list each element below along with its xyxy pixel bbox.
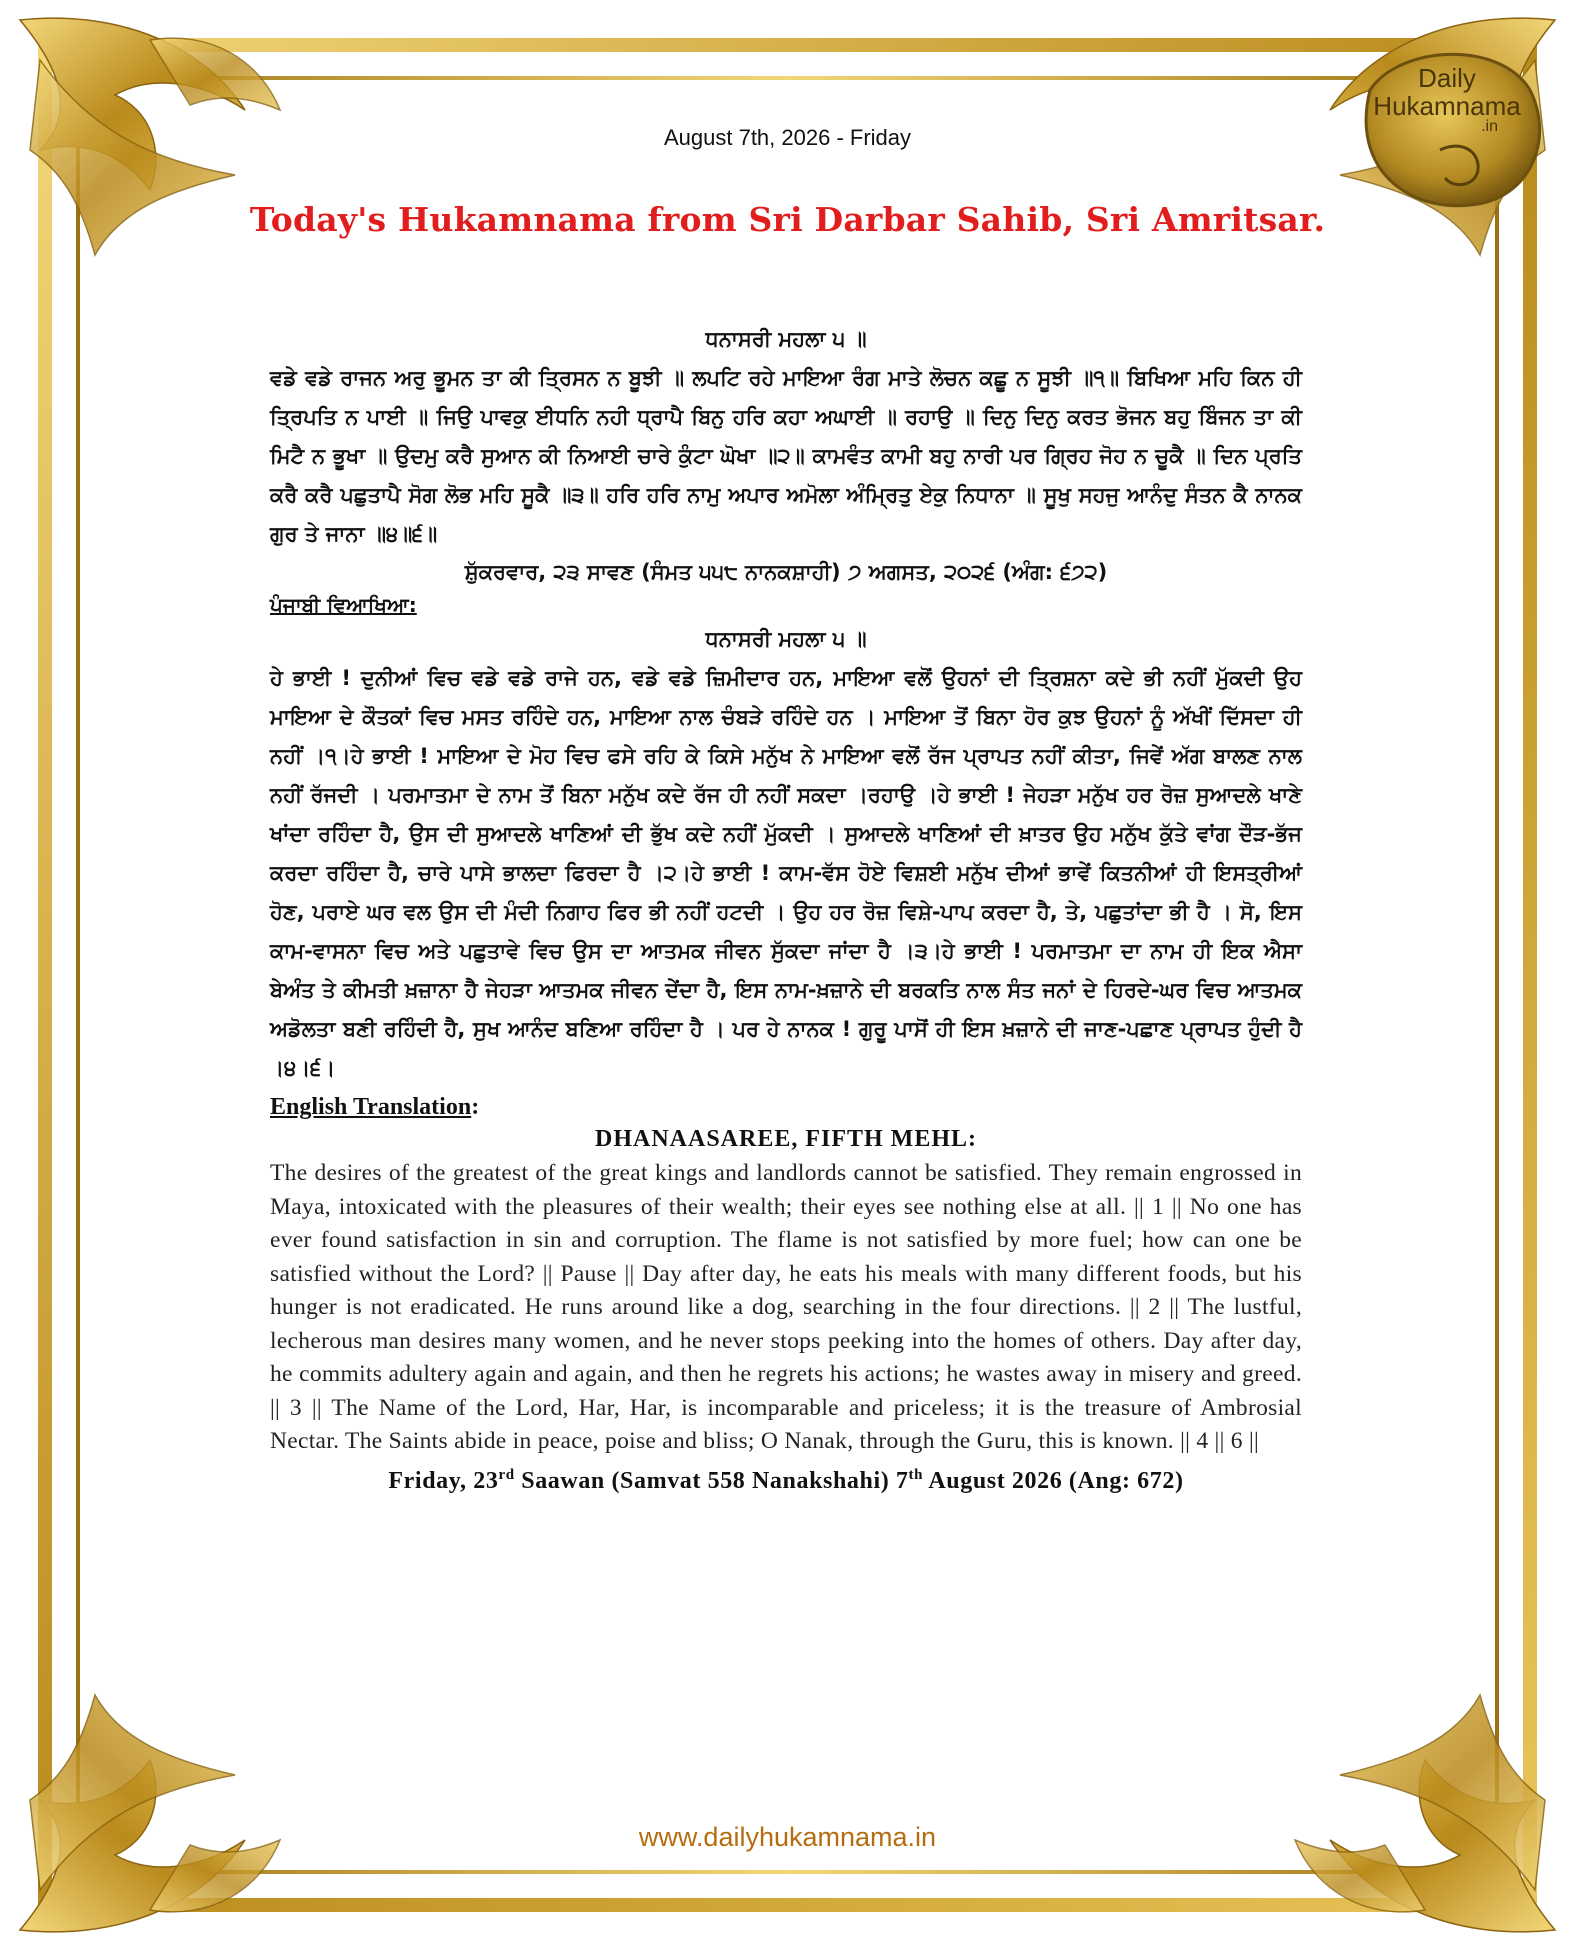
page-heading: Today's Hukamnama from Sri Darbar Sahib, Sri Amritsar.	[249, 200, 1326, 239]
punjabi-label: ਪੰਜਾਬੀ ਵਿਆਖਿਆ:	[270, 593, 417, 617]
logo-text	[1356, 64, 1538, 134]
punjabi-text: ਹੇ ਭਾਈ ! ਦੁਨੀਆਂ ਵਿਚ ਵਡੇ ਵਡੇ ਰਾਜੇ ਹਨ, ਵਡੇ ਵਡੇ ਜ਼ਿਮੀਦਾਰ ਹਨ, ਮਾਇਆ ਵਲੋਂ ਉਹਨਾਂ ਦੀ ਤ੍ਰਿਸ਼ਨਾ ਕਦੇ ਭੀ ਨਹੀਂ ਮੁੱਕਦੀ ਉਹ ਮਾਇਆ ਦੇ ਕੌਤਕਾਂ ਵਿਚ ਮਸਤ ਰਹਿੰਦੇ ਹਨ, ਮਾਇਆ ਨਾਲ ਚੰਬੜੇ ਰਹਿੰਦੇ ਹਨ । ਮਾਇਆ ਤੋਂ ਬਿਨਾ ਹੋਰ ਕੁਝ ਉਹਨਾਂ ਨੂੰ ਅੱਖੀਂ ਦਿੱਸਦਾ ਹੀ ਨਹੀਂ ।੧।ਹੇ ਭਾਈ ! ਮਾਇਆ ਦੇ ਮੋਹ ਵਿਚ ਫਸੇ ਰਹਿ ਕੇ ਕਿਸੇ ਮਨੁੱਖ ਨੇ ਮਾਇਆ ਵਲੋਂ ਰੱਜ ਪ੍ਰਾਪਤ ਨਹੀਂ ਕੀਤਾ, ਜਿਵੇਂ ਅੱਗ ਬਾਲਣ ਨਾਲ ਨਹੀਂ ਰੱਜਦੀ । ਪਰਮਾਤਮਾ ਦੇ ਨਾਮ ਤੋਂ ਬਿਨਾ ਮਨੁੱਖ ਕਦੇ ਰੱਜ ਹੀ ਨਹੀਂ ਸਕਦਾ ।ਰਹਾਉ ।ਹੇ ਭਾਈ ! ਜੇਹੜਾ ਮਨੁੱਖ ਹਰ ਰੋਜ਼ ਸੁਆਦਲੇ ਖਾਣੇ ਖਾਂਦਾ ਰਹਿੰਦਾ ਹੈ, ਉਸ ਦੀ ਸੁਆਦਲੇ ਖਾਣਿਆਂ ਦੀ ਭੁੱਖ ਕਦੇ ਨਹੀਂ ਮੁੱਕਦੀ । ਸੁਆਦਲੇ ਖਾਣਿਆਂ ਦੀ ਖ਼ਾਤਰ ਉਹ ਮਨੁੱਖ ਕੁੱਤੇ ਵਾਂਗ ਦੌੜ-ਭੱਜ ਕਰਦਾ ਰਹਿੰਦਾ ਹੈ, ਚਾਰੇ ਪਾਸੇ ਭਾਲਦਾ ਫਿਰਦਾ ਹੈ ।੨।ਹੇ ਭਾਈ ! ਕਾਮ-ਵੱਸ ਹੋਏ ਵਿਸ਼ਈ ਮਨੁੱਖ ਦੀਆਂ ਭਾਵੇਂ ਕਿਤਨੀਆਂ ਹੀ ਇਸਤ੍ਰੀਆਂ ਹੋਣ, ਪਰਾਏ ਘਰ ਵਲ ਉਸ ਦੀ ਮੰਦੀ ਨਿਗਾਹ ਫਿਰ ਭੀ ਨਹੀਂ ਹਟਦੀ । ਉਹ ਹਰ ਰੋਜ਼ ਵਿਸ਼ੇ-ਪਾਪ ਕਰਦਾ ਹੈ, ਤੇ, ਪਛੁਤਾਂਦਾ ਭੀ ਹੈ । ਸੋ, ਇਸ ਕਾਮ-ਵਾਸਨਾ ਵਿਚ ਅਤੇ ਪਛੁਤਾਵੇ ਵਿਚ ਉਸ ਦਾ ਆਤਮਕ ਜੀਵਨ ਸੁੱਕਦਾ ਜਾਂਦਾ ਹੈ ।੩।ਹੇ ਭਾਈ ! ਪਰਮਾਤਮਾ ਦਾ ਨਾਮ ਹੀ ਇਕ ਐਸਾ ਬੇਅੰਤ ਤੇ ਕੀਮਤੀ ਖ਼ਜ਼ਾਨਾ ਹੈ ਜੇਹੜਾ ਆਤਮਕ ਜੀਵਨ ਦੇਂਦਾ ਹੈ, ਇਸ ਨਾਮ-ਖ਼ਜ਼ਾਨੇ ਦੀ ਬਰਕਤਿ ਨਾਲ ਸੰਤ ਜਨਾਂ ਦੇ ਹਿਰਦੇ-ਘਰ ਵਿਚ ਆਤਮਕ ਅਡੋਲਤਾ ਬਣੀ ਰਹਿੰਦੀ ਹੈ, ਸੁਖ ਆਨੰਦ ਬਣਿਆ ਰਹਿੰਦਾ ਹੈ । ਪਰ ਹੇ ਨਾਨਕ ! ਗੁਰੂ ਪਾਸੋਂ ਹੀ ਇਸ ਖ਼ਜ਼ਾਨੇ ਦੀ ਜਾਣ-ਪਛਾਣ ਪ੍ਰਾਪਤ ਹੁੰਦੀ ਹੈ ।੪।੬।	[270, 666, 1302, 1080]
english-label-text: English Translation	[270, 1094, 472, 1120]
corner-ornament-bottom-right	[1295, 1695, 1555, 1932]
english-date-sup-2: th	[908, 1466, 924, 1483]
english-date-part-3: August 2026 (Ang: 672)	[923, 1467, 1184, 1494]
main-content	[270, 320, 1302, 1495]
english-date-part-2: Saawan (Samvat 558 Nanakshahi) 7	[514, 1467, 909, 1494]
punjabi-title: ਧਨਾਸਰੀ ਮਹਲਾ ੫ ॥	[705, 627, 867, 651]
english-date-sup-1: rd	[498, 1466, 515, 1483]
english-label	[270, 1092, 1302, 1122]
english-label-colon: :	[471, 1094, 480, 1120]
date-line: August 7th, 2026 - Friday	[663, 125, 912, 150]
corner-ornament-bottom-left	[20, 1695, 280, 1932]
logo-line-1: Daily	[1418, 63, 1476, 93]
gurbani-date: ਸ਼ੁੱਕਰਵਾਰ, ੨੩ ਸਾਵਣ (ਸੰਮਤ ੫੫੮ ਨਾਨਕਸ਼ਾਹੀ) ੭ ਅਗਸਤ, ੨੦੨੬ (ਅੰਗ: ੬੭੨)	[464, 560, 1108, 584]
logo-line-2: Hukamnama	[1373, 91, 1521, 121]
english-text: The desires of the greatest of the great kings and landlords cannot be satisfied. They remain engrossed in Maya, intoxicated with the pleasures of their wealth; their eyes see nothing else at all. || 1 || No one has ever found satisfaction in sin and corruption. The flame is not satisfied by more fuel; how can one be satisfied without the Lord? || Pause || Day after day, he eats his meals with many different foods, but his hunger is not eradicated. He runs around like a dog, searching in the four directions. || 2 || The lustful, lecherous man desires many women, and he never stops peeking into the homes of others. Day after day, he commits adultery again and again, and then he regrets his actions; he wastes away in misery and greed. || 3 || The Name of the Lord, Har, Har, is incomparable and priceless; it is the treasure of Ambrosial Nectar. The Saints abide in peace, poise and bliss; O Nanak, through the Guru, this is known. || 4 || 6 ||	[270, 1160, 1302, 1454]
english-date-part-1: Friday, 23	[388, 1467, 499, 1494]
gurbani-title: ਧਨਾਸਰੀ ਮਹਲਾ ੫ ॥	[705, 327, 867, 351]
website-link[interactable]: www.dailyhukamnama.in	[638, 1822, 937, 1852]
english-title: DHANAASAREE, FIFTH MEHL:	[594, 1126, 978, 1152]
gurbani-text: ਵਡੇ ਵਡੇ ਰਾਜਨ ਅਰੁ ਭੂਮਨ ਤਾ ਕੀ ਤ੍ਰਿਸਨ ਨ ਬੂਝੀ ॥ ਲਪਟਿ ਰਹੇ ਮਾਇਆ ਰੰਗ ਮਾਤੇ ਲੋਚਨ ਕਛੂ ਨ ਸੂਝੀ ॥੧॥ ਬਿਖਿਆ ਮਹਿ ਕਿਨ ਹੀ ਤ੍ਰਿਪਤਿ ਨ ਪਾਈ ॥ ਜਿਉ ਪਾਵਕੁ ਈਧਨਿ ਨਹੀ ਧ੍ਰਾਪੈ ਬਿਨੁ ਹਰਿ ਕਹਾ ਅਘਾਈ ॥ ਰਹਾਉ ॥ ਦਿਨੁ ਦਿਨੁ ਕਰਤ ਭੋਜਨ ਬਹੁ ਬਿੰਜਨ ਤਾ ਕੀ ਮਿਟੈ ਨ ਭੂਖਾ ॥ ਉਦਮੁ ਕਰੈ ਸੁਆਨ ਕੀ ਨਿਆਈ ਚਾਰੇ ਕੁੰਟਾ ਘੋਖਾ ॥੨॥ ਕਾਮਵੰਤ ਕਾਮੀ ਬਹੁ ਨਾਰੀ ਪਰ ਗ੍ਰਿਹ ਜੋਹ ਨ ਚੂਕੈ ॥ ਦਿਨ ਪ੍ਰਤਿ ਕਰੈ ਕਰੈ ਪਛੁਤਾਪੈ ਸੋਗ ਲੋਭ ਮਹਿ ਸੂਕੈ ॥੩॥ ਹਰਿ ਹਰਿ ਨਾਮੁ ਅਪਾਰ ਅਮੋਲਾ ਅੰਮ੍ਰਿਤੁ ਏਕੁ ਨਿਧਾਨਾ ॥ ਸੂਖੁ ਸਹਜੁ ਆਨੰਦੁ ਸੰਤਨ ਕੈ ਨਾਨਕ ਗੁਰ ਤੇ ਜਾਨਾ ॥੪॥੬॥	[270, 366, 1302, 546]
english-date	[270, 1467, 1302, 1495]
logo-line-3: .in	[1481, 118, 1498, 135]
